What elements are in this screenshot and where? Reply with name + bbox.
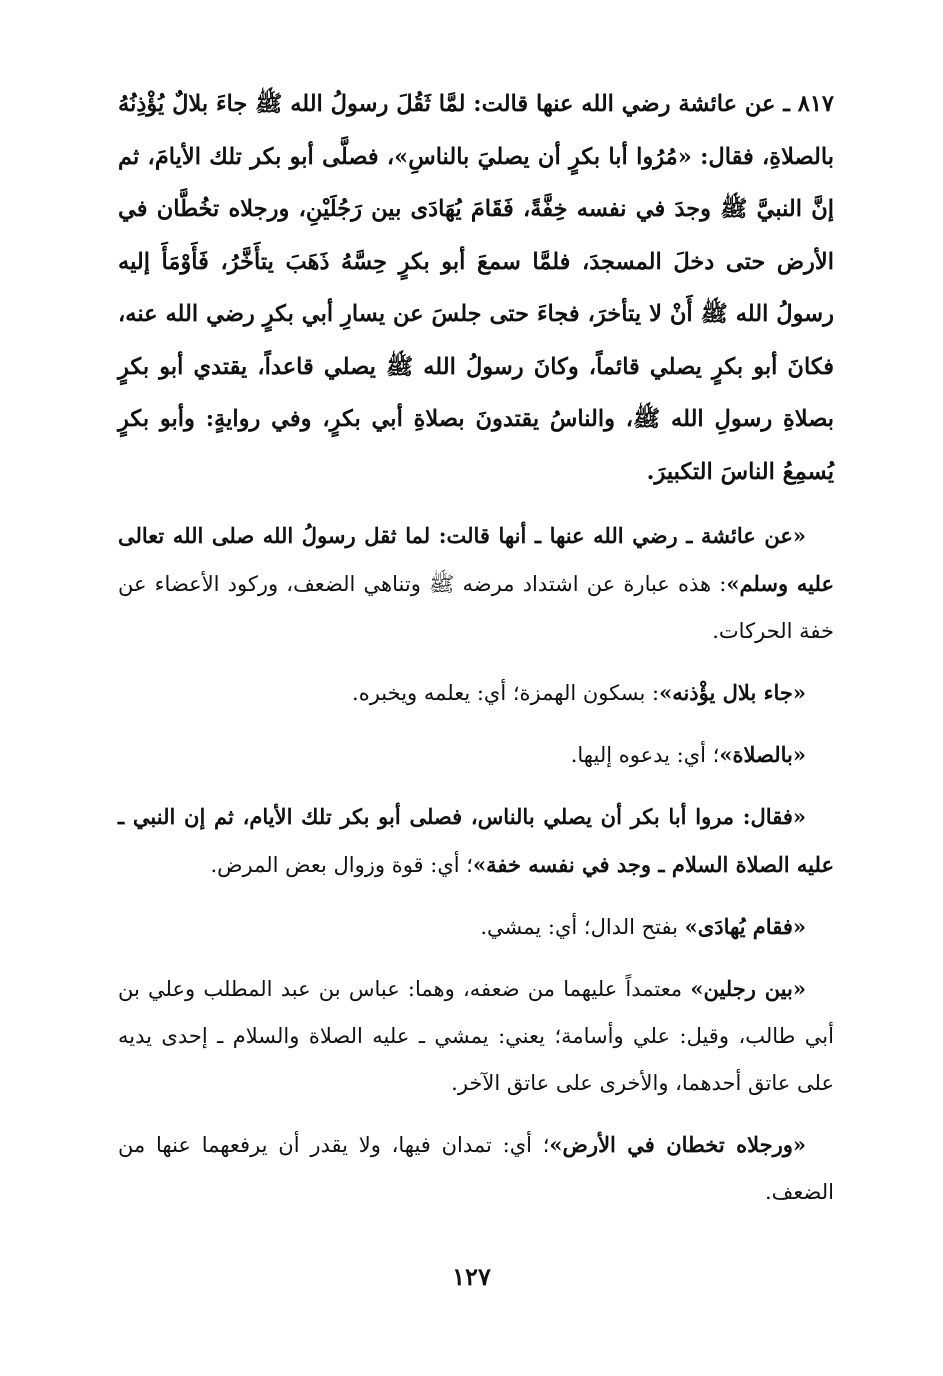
- commentary-paragraph: [118, 793, 834, 889]
- hadith-text: ٨١٧ ـ عن عائشة رضي الله عنها قالت: لمَّا ثَقُلَ رسولُ الله ﷺ جاءَ بلالٌ يُؤْذِنُهُ بالصلاةِ، فقال: «مُرُوا أبا بكرٍ أن يصليَ بالناسِ»، فصلَّى أبو بكر تلك الأيامَ، ثم إنَّ النبيَّ ﷺ وجدَ في نفسه خِفَّةً، فَقَامَ يُهَادَى بين رَجُلَيْنِ، ورجلاه تخُطَّان في الأرض حتى دخلَ المسجدَ، فلمَّا سمعَ أبو بكرٍ حِسَّهُ ذَهَبَ يتأَخَّرُ، فَأَوْمَأَ إليه رسولُ الله ﷺ أَنْ لا يتأخرَ، فجاءَ حتى جلسَ عن يسارِ أبي بكرٍ رضي الله عنه، فكانَ أبو بكرٍ يصلي قائماً، وكانَ رسولُ الله ﷺ يصلي قاعداً، يقتدي أبو بكرٍ بصلاةِ رسولِ الله ﷺ، والناسُ يقتدونَ بصلاةِ أبي بكرٍ، وفي روايةٍ: وأبو بكرٍ يُسمِعُ الناسَ التكبيرَ.: [118, 91, 834, 485]
- commentary-explanation: ؛ أي: يدعوه إليها.: [570, 743, 720, 767]
- commentary-quote: «بين رجلين»: [690, 976, 806, 1001]
- commentary-quote: «عن عائشة ـ رضي الله عنها ـ أنها قالت: لما ثقل رسولُ الله صلى الله تعالى عليه وسلم»: [118, 523, 834, 596]
- commentary-quote: «فقام يُهادَى»: [684, 914, 806, 939]
- commentary-explanation: : هذه عبارة عن اشتداد مرضه ﷺ وتناهي الضعف، وركود الأعضاء عن خفة الحركات.: [118, 572, 834, 643]
- commentary-paragraph: [118, 731, 834, 779]
- commentary-paragraph: [118, 669, 834, 717]
- paragraph-gap: [118, 889, 834, 903]
- paragraph-gap: [118, 655, 834, 669]
- paragraph-gap: [118, 498, 834, 512]
- commentary-quote: «جاء بلال يؤْذنه»: [659, 680, 806, 705]
- commentary-explanation: ؛ أي: قوة وزوال بعض المرض.: [210, 853, 473, 877]
- paragraph-gap: [118, 717, 834, 731]
- commentary-explanation: معتمداً عليهما من ضعفه، وهما: عباس بن عبد المطلب وعلي بن أبي طالب، وقيل: علي وأسامة؛ يعني: يمشي ـ عليه الصلاة والسلام ـ إحدى يديه على عاتق أحدهما، والأخرى على عاتق الآخر.: [118, 977, 834, 1095]
- commentary-quote: «بالصلاة»: [719, 742, 806, 767]
- commentary-paragraph: [118, 965, 834, 1107]
- commentary-paragraph: [118, 1121, 834, 1216]
- commentary-quote: «ورجلاه تخطان في الأرض»: [549, 1132, 807, 1157]
- commentary-explanation: ؛ أي: تمدان فيها، ولا يقدر أن يرفعهما عنها من الضعف.: [118, 1133, 834, 1204]
- page-number: ١٢٧: [452, 1262, 491, 1291]
- commentary-quote: «فقال: مروا أبا بكر أن يصلي بالناس، فصلى أبو بكر تلك الأيام، ثم إن النبي ـ عليه الصلاة السلام ـ وجد في نفسه خفة»: [118, 804, 834, 877]
- commentary-explanation: بفتح الدال؛ أي: يمشي.: [480, 915, 685, 939]
- commentary-explanation: : بسكون الهمزة؛ أي: يعلمه ويخبره.: [352, 681, 660, 705]
- paragraph-gap: [118, 779, 834, 793]
- commentary-paragraph: [118, 512, 834, 655]
- paragraph-gap: [118, 951, 834, 965]
- book-page-body: [118, 78, 834, 1216]
- paragraph-gap: [118, 1107, 834, 1121]
- commentary-paragraph: [118, 903, 834, 951]
